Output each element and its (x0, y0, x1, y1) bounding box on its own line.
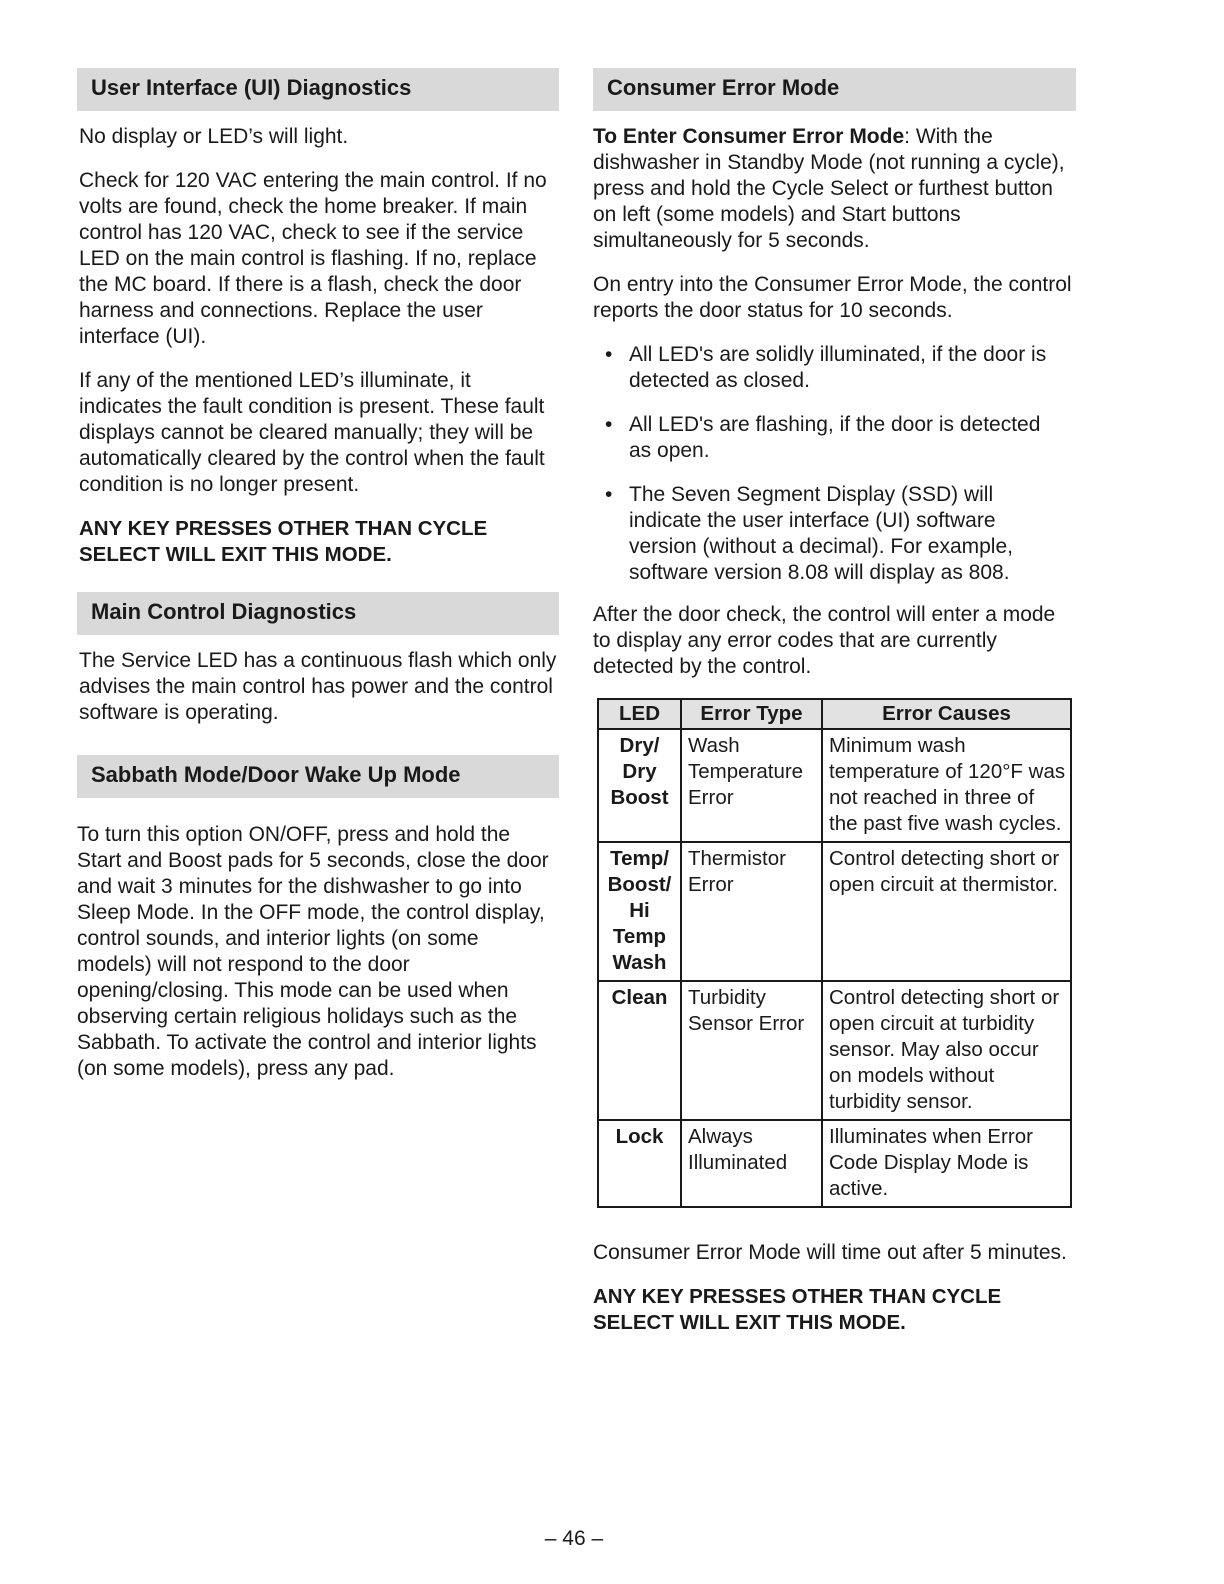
cell-led: Lock (598, 1120, 681, 1207)
consumer-error-mode-heading: Consumer Error Mode (593, 68, 1076, 111)
cell-error-causes: Illuminates when Error Code Display Mode is active. (822, 1120, 1071, 1207)
header-error-type: Error Type (681, 699, 822, 729)
ui-diagnostics-paragraph-2: Check for 120 VAC entering the main control. If no volts are found, check the home breaker. If main control has 120 VAC, check to see if the service LED on the main control is flashing. If no, replace the MC board. If there is a flash, check the door harness and connections. Replace the user interface (UI). (79, 169, 547, 348)
list-item: • All LED's are solidly illuminated, if the door is detected as closed. (605, 343, 1047, 392)
door-status-list (593, 342, 1076, 586)
table-header-row (598, 699, 1071, 729)
cell-error-causes: Minimum wash temperature of 120°F was not reached in three of the past five wash cycles. (822, 729, 1071, 842)
right-column (593, 68, 1076, 1336)
ui-diagnostics-heading: User Interface (UI) Diagnostics (77, 68, 559, 111)
cell-error-type: Thermistor Error (681, 842, 822, 981)
bullet-icon: • (605, 413, 613, 436)
ui-diagnostics-paragraph-1: No display or LED’s will light. (79, 125, 349, 148)
error-codes-table (597, 698, 1072, 1208)
left-column (77, 68, 559, 1082)
cell-error-type: Always Illuminated (681, 1120, 822, 1207)
list-item: • All LED's are flashing, if the door is detected as open. (605, 413, 1041, 462)
main-control-diagnostics-heading: Main Control Diagnostics (77, 592, 559, 635)
list-item: • The Seven Segment Display (SSD) will indicate the user interface (UI) software version (without a decimal). For example, software version 8.08 will display as 808. (605, 483, 1013, 584)
cell-error-type: Turbidity Sensor Error (681, 981, 822, 1120)
main-control-paragraph: The Service LED has a continuous flash which only advises the main control has power and the control software is operating. (79, 649, 557, 724)
cell-error-causes: Control detecting short or open circuit at turbidity sensor. May also occur on models without turbidity sensor. (822, 981, 1071, 1120)
page-number: – 46 – (544, 1527, 604, 1550)
table-row (598, 729, 1071, 842)
header-led: LED (598, 699, 681, 729)
enter-mode-text: : With the dishwasher in Standby Mode (not running a cycle), press and hold the Cycle Select or furthest button on left (some models) and Start buttons simultaneously for 5 seconds. (593, 125, 1065, 252)
table-row (598, 1120, 1071, 1207)
bullet-icon: • (605, 343, 613, 366)
door-status-paragraph: On entry into the Consumer Error Mode, the control reports the door status for 10 seconds. (593, 273, 1072, 322)
sabbath-mode-heading: Sabbath Mode/Door Wake Up Mode (77, 755, 559, 798)
consumer-error-exit-note: ANY KEY PRESSES OTHER THAN CYCLE SELECT WILL EXIT THIS MODE. (593, 1285, 1002, 1334)
table-row (598, 842, 1071, 981)
ui-diagnostics-paragraph-3: If any of the mentioned LED’s illuminate, it indicates the fault condition is present. These fault displays cannot be cleared manually; they will be automatically cleared by the control when the fault condition is no longer present. (79, 369, 545, 496)
timeout-paragraph: Consumer Error Mode will time out after 5 minutes. (593, 1241, 1067, 1264)
after-door-check-paragraph: After the door check, the control will enter a mode to display any error codes that are currently detected by the control. (593, 603, 1056, 678)
sabbath-mode-paragraph: To turn this option ON/OFF, press and hold the Start and Boost pads for 5 seconds, close the door and wait 3 minutes for the dishwasher to go into Sleep Mode. In the OFF mode, the control display, control sounds, and interior lights (on some models) will not respond to the door opening/closing. This mode can be used when observing certain religious holidays such as the Sabbath. To activate the control and interior lights (on some models), press any pad. (77, 823, 549, 1080)
cell-led: Temp/ Boost/ Hi Temp Wash (598, 842, 681, 981)
ui-diagnostics-exit-note: ANY KEY PRESSES OTHER THAN CYCLE SELECT WILL EXIT THIS MODE. (79, 517, 488, 566)
cell-error-causes: Control detecting short or open circuit at thermistor. (822, 842, 1071, 981)
enter-mode-paragraph (593, 124, 1076, 254)
cell-led: Dry/ Dry Boost (598, 729, 681, 842)
header-error-causes: Error Causes (822, 699, 1071, 729)
enter-mode-label: To Enter Consumer Error Mode (593, 125, 905, 148)
cell-error-type: Wash Temperature Error (681, 729, 822, 842)
bullet-icon: • (605, 483, 613, 506)
cell-led: Clean (598, 981, 681, 1120)
table-row (598, 981, 1071, 1120)
